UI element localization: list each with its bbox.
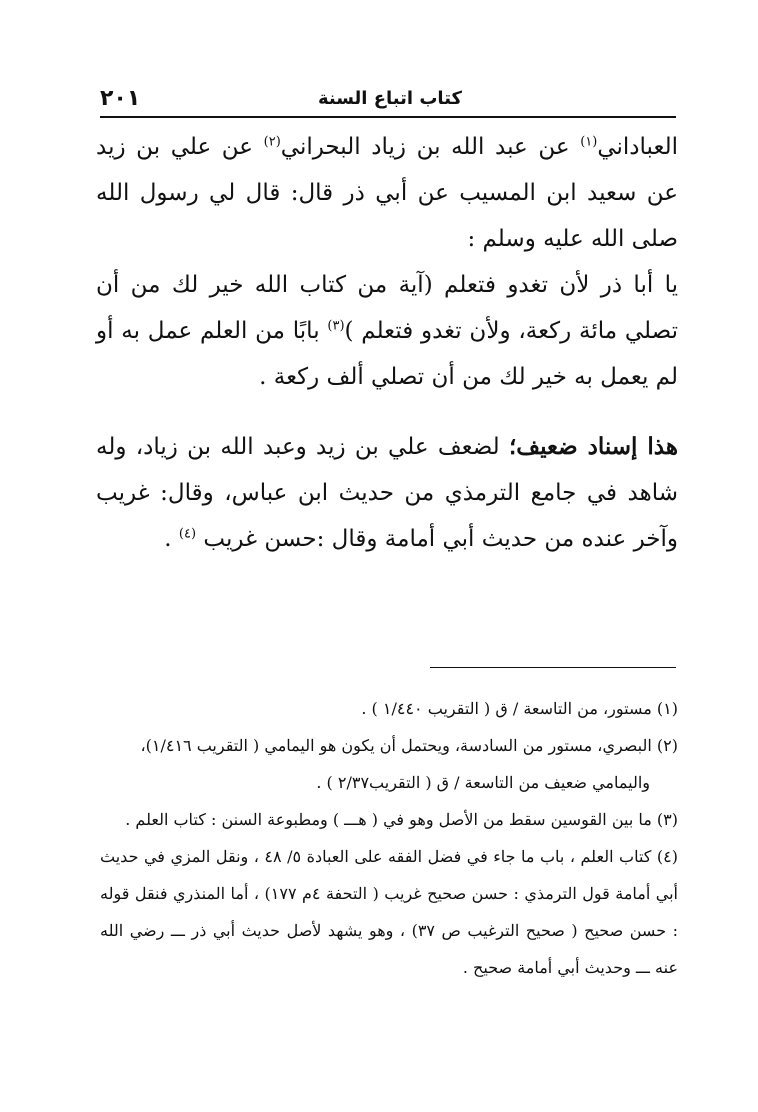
running-title: كتاب اتباع السنة — [317, 88, 463, 109]
footnote-separator — [430, 667, 676, 668]
hadith-isnad-paragraph — [96, 124, 678, 262]
text-line: خير لك من أن تصلي ألف ركعة . — [259, 364, 567, 390]
footnote-2-continuation: واليمامي ضعيف من التاسعة / ق ( التقريب٢/٣٧ ) . — [316, 773, 650, 792]
text-line: يا أبا ذر لأن تغدو فتعلم (آية من كتاب الله خير لك من أن تصلي — [96, 272, 678, 344]
page-number: ٢٠١ — [100, 86, 141, 111]
footnote-ref-2: (٢) — [263, 134, 281, 150]
main-text — [96, 124, 678, 562]
footnote-ref-1: (١) — [580, 134, 598, 150]
running-header — [100, 86, 676, 118]
text-line: لضعف علي بن زيد وعبد الله بن زياد، — [135, 434, 509, 460]
text-line: مائة ركعة، ولأن تغدو فتعلم )$^{(٣)}$ بابًا من العلم عمل به أو لم يعمل به — [96, 318, 678, 390]
footnote-4: (٤) كتاب العلم ، باب ما جاء في فضل الفقه على العبادة ٥/ ٤٨ ، ونقل المزي في حديث أبي أمامة قول الترمذي : حسن صحيح غريب ( التحفة ٤م ١٧٧) ، أما المنذري فنقل قوله : حسن صحيح ( صحيح الترغيب ص ٣٧) ، وهو يشهد لأصل حديث أبي ذر ـــ رضي الله عنه ـــ وحديث أبي أمامة صحيح . — [100, 847, 678, 977]
footnote-3: (٣) ما بين القوسين سقط من الأصل وهو في ( هـــ ) ومطبوعة السنن : كتاب العلم . — [125, 810, 678, 829]
footnote-2: (٢) البصري، مستور من السادسة، ويحتمل أن يكون هو اليمامي ( التقريب ١/٤١٦)، — [140, 736, 678, 755]
hadith-text-paragraph — [96, 262, 678, 400]
text-line: العباداني$^{(١)}$ عن عبد الله بن زياد البحراني$^{(٢)}$ عن علي بن زيد عن سعيد — [96, 134, 678, 206]
footnote-ref-4: (٤) — [178, 526, 197, 542]
grading-paragraph — [96, 424, 678, 562]
footnotes — [100, 690, 678, 986]
text-line: وآخر عنده من حديث أبي أمامة وقال :حسن غريب $^{(٤)}$ . — [164, 526, 678, 552]
footnote-1: (١) مستور، من التاسعة / ق ( التقريب ١/٤٤٠ ) . — [361, 699, 678, 718]
text-line: وله شاهد في جامع الترمذي من حديث ابن عباس، وقال: غريب — [96, 434, 678, 506]
grading-lead: هذا إسناد ضعيف؛ — [508, 433, 678, 460]
text-line: ابن المسيب عن أبي ذر قال: قال لي رسول الله صلى الله عليه وسلم : — [96, 180, 678, 252]
footnote-ref-3: (٣) — [327, 318, 345, 334]
